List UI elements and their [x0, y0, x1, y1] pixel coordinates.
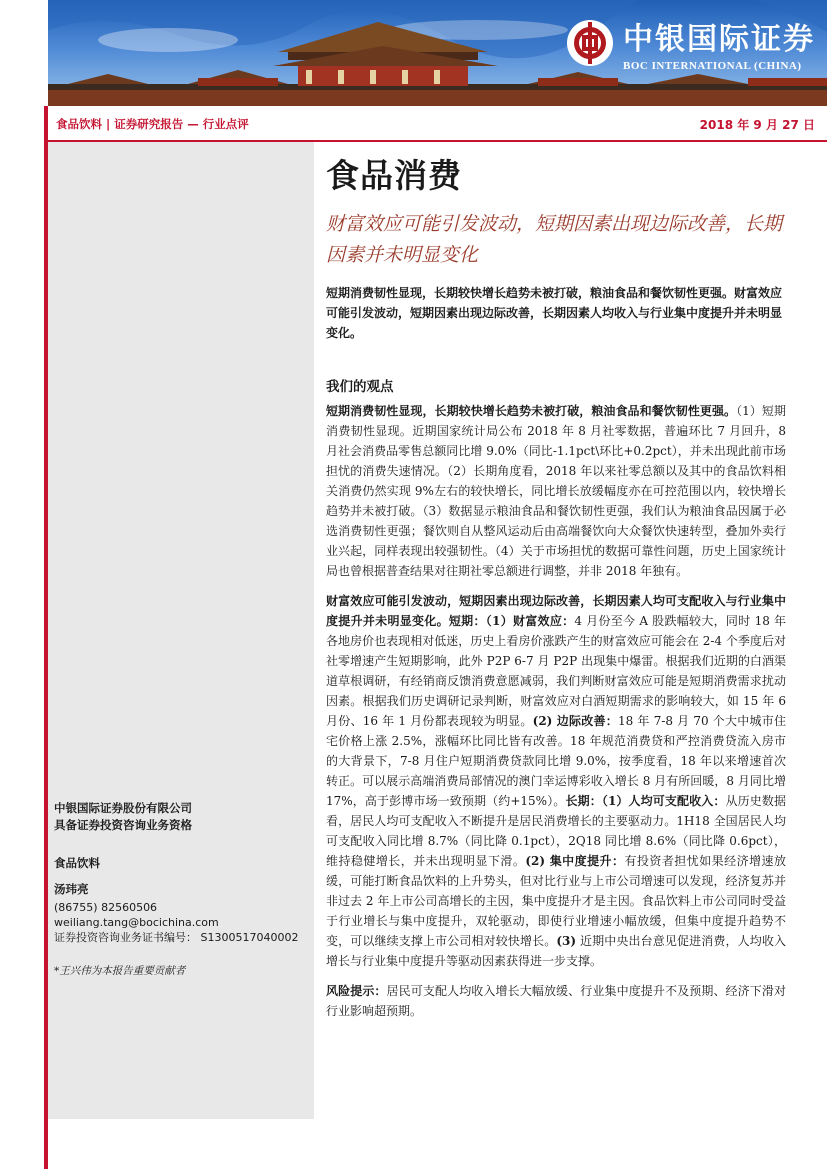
report-category: 食品饮料 | 证券研究报告 — 行业点评	[56, 117, 249, 131]
text-concentration: 有投资者担忧如果经济增速放缓，可能打断食品饮料的上升势头，但对比行业与上市公司增速可以发现，经济复苏并非过去 2 年上市公司高增长的主因，集中度提升才是主因。食品饮料上市公司同时受益于行业增长与集中度提升，双轮驱动，即使行业增速小幅放缓，但集中度提升趋势不变，可以继续支撑上市公司相对较快增长。	[326, 854, 786, 948]
text-marginal-improvement: 18 年 7-8 月 70 个大中城市住宅价格上涨 2.5%，涨幅环比同比皆有改善。18 年规范消费贷和严控消费贷流入房市的大背景下，7-8 月住户短期消费贷款同比增 9.0%，按季度看，18 年以来增速首次转正。可以展示高端消费局部情况的澳门幸运博彩收入增长 8 月有所回暖，8 月同比增 17%，高于彭博市场一致预期（约+15%）。	[326, 714, 787, 808]
analyst-email[interactable]: weiliang.tang@bocichina.com	[54, 916, 219, 929]
summary-paragraph: 短期消费韧性显现，长期较快增长趋势未被打破，粮油食品和餐饮韧性更强。财富效应可能引发波动，短期因素出现边际改善，长期因素人均收入与行业集中度提升并未明显变化。	[326, 286, 783, 340]
sidebar-firm	[54, 800, 192, 834]
analyst-phone: (86755) 82560506	[54, 901, 158, 914]
paragraph-lead: 财富效应可能引发波动，短期因素出现边际改善，长期因素人均可支配收入与行业集中度提升并未明显变化。	[326, 594, 786, 628]
risk-text: 居民可支配人均收入增长大幅放缓、行业集中度提升不及预期、经济下滑对行业影响超预期。	[326, 984, 786, 1018]
brand-name-cn: 中银国际证券	[623, 22, 815, 57]
label-long-term: 长期：	[565, 794, 602, 808]
label-short-term: 短期：	[448, 614, 486, 628]
label-marginal-improvement: (2) 边际改善：	[532, 714, 619, 728]
left-margin	[0, 0, 48, 1169]
label-concentration: (2) 集中度提升：	[525, 854, 625, 868]
report-date: 2018 年 9 月 27 日	[699, 117, 815, 132]
label-wealth-effect: （1）财富效应：	[485, 614, 575, 628]
sidebar-sector: 食品饮料	[54, 856, 100, 870]
risk-label: 风险提示：	[326, 984, 387, 998]
text-policy: 近期中央出台意见促进消费，人均收入增长与行业集中度提升等驱动因素获得进一步支撑。	[326, 934, 786, 968]
main-content	[326, 150, 786, 1021]
section-heading: 我们的观点	[326, 379, 394, 395]
paragraph-risk	[326, 981, 786, 1021]
text-income: 从历史数据看，居民人均可支配收入不断提升是居民消费增长的主要驱动力。1H18 全国居民人均可支配收入同比增 8.7%（同比降 0.1pct），2Q18 同比增 8.6%（同比降 0.6pct），维持稳健增长，并未出现明显下滑。	[326, 794, 786, 868]
brand-logo	[567, 14, 815, 72]
sidebar-analyst	[54, 882, 298, 945]
brand-name-en: BOC INTERNATIONAL (CHINA)	[623, 60, 802, 72]
report-header	[48, 106, 827, 142]
paragraph-wealth-effect	[326, 591, 786, 971]
text-wealth-effect: 4 月份至今 A 股跌幅较大，同时 18 年各地房价也表现相对低迷，历史上看房价涨跌产生的财富效应可能会在 2-4 个季度后对社零增速产生短期影响，此外 P2P 6-7 月 P2P 出现集中爆雷。根据我们近期的白酒渠道草根调研，有经销商反馈消费意愿减弱，我们判断财富效应可能是短期消费需求扰动因素。根据我们历史调研记录判断，财富效应对白酒短期需求的影响较大，如 15 年 6 月份、16 年 1 月份都表现较为明显。	[326, 614, 786, 728]
header-banner	[48, 0, 827, 106]
page-title: 食品消费	[326, 156, 462, 195]
label-policy: (3)	[556, 934, 577, 948]
paragraph-body: （1）短期消费韧性显现。近期国家统计局公布 2018 年 8 月社零数据，普遍环比 7 月回升，8 月社会消费品零售总额同比增 9.0%（同比-1.1pct\环比+0.2pct），并未出现此前市场担忧的消费失速情况。（2）长期角度看，2018 年以来社零总额以及其中的食品饮料相关消费仍然实现 9%左右的较快增长，同比增长放缓幅度亦在可控范围以内，较快增长趋势并未被打破。（3）数据显示粮油食品和餐饮韧性更强，我们认为粮油食品因属于必选消费韧性更强；餐饮则自从整风运动后由高端餐饮向大众餐饮快速转型，叠加外卖行业兴起，同样表现出较强韧性。（4）关于市场担忧的数据可靠性问题，历史上国家统计局也曾根据普查结果对往期社零总额进行调整，并非 2018 年独有。	[326, 404, 786, 578]
firm-name: 中银国际证券股份有限公司	[54, 801, 192, 815]
boc-emblem-icon	[567, 20, 613, 66]
page-subtitle: 财富效应可能引发波动，短期因素出现边际改善，长期因素并未明显变化	[326, 213, 783, 266]
label-income: （1）人均可支配收入：	[601, 794, 726, 808]
paragraph-short-term-resilience	[326, 401, 786, 581]
paragraph-lead: 短期消费韧性显现，长期较快增长趋势未被打破，粮油食品和餐饮韧性更强。	[326, 404, 737, 418]
analyst-license: 证券投资咨询业务证书编号： S1300517040002	[54, 931, 299, 944]
firm-qualification: 具备证券投资咨询业务资格	[54, 818, 192, 832]
contributor-note: *王兴伟为本报告重要贡献者	[54, 965, 186, 977]
analyst-name: 汤玮亮	[54, 882, 89, 896]
